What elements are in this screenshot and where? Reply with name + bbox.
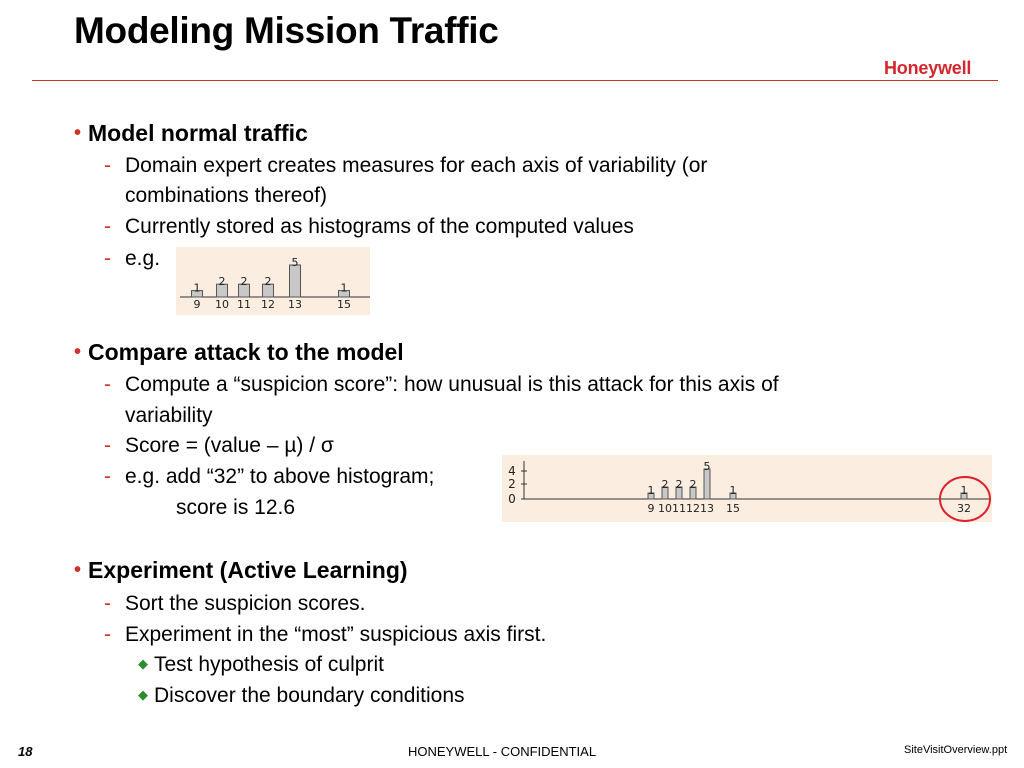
bin-label: 10 [658, 502, 672, 515]
histogram-with-attack [502, 455, 992, 522]
honeywell-logo: Honeywell [884, 58, 972, 78]
sub-bullet [104, 373, 779, 397]
file-name: SiteVisitOverview.ppt [904, 744, 1008, 756]
bullet-dot-icon: • [74, 122, 82, 144]
histogram-small-svg [176, 247, 370, 315]
bin-label: 9 [193, 298, 201, 311]
dash-icon: - [104, 434, 111, 457]
bar-count-label: 1 [960, 484, 968, 497]
bar-count-label: 1 [193, 281, 201, 295]
page-number: 18 [18, 744, 33, 759]
dash-icon: - [104, 154, 111, 177]
slide-title: Modeling Mission Traffic [74, 10, 499, 51]
sub-bullet [104, 623, 546, 647]
sub-sub-bullet-text: Discover the boundary conditions [154, 684, 465, 707]
bar-count-label: 2 [218, 275, 226, 289]
sub-sub-bullet [138, 653, 384, 677]
bin-label: 13 [288, 298, 302, 311]
bar-count-label: 2 [264, 275, 272, 289]
sub-sub-bullet [138, 684, 465, 708]
histogram-bar [704, 469, 710, 499]
histogram-normal-traffic [176, 247, 370, 315]
sub-bullet-text: Domain expert creates measures for each axis of variability (or [125, 154, 708, 177]
histogram-large-svg [502, 455, 992, 522]
sub-bullet [104, 434, 334, 458]
sub-bullet-text: Compute a “suspicion score”: how unusual is this attack for this axis of [125, 373, 779, 396]
sub-bullet-text: Score = (value – µ) / σ [125, 434, 334, 457]
sub-bullet [104, 592, 365, 616]
bin-label: 32 [957, 502, 971, 515]
bin-label: 9 [647, 502, 655, 515]
sub-bullet-text: e.g. add “32” to above histogram; [125, 465, 435, 488]
bar-count-label: 2 [661, 478, 669, 491]
bar-count-label: 1 [340, 281, 348, 295]
sub-bullet-continuation: score is 12.6 [176, 496, 296, 519]
histogram-bar [290, 265, 301, 297]
bin-label: 12 [686, 502, 700, 515]
diamond-bullet-icon: ◆ [138, 656, 148, 671]
bin-label: 13 [700, 502, 714, 515]
bin-label: 15 [726, 502, 740, 515]
bullet-compare-attack [74, 339, 404, 366]
bullet-heading: Compare attack to the model [88, 339, 404, 365]
dash-icon: - [104, 592, 111, 615]
bar-count-label: 2 [689, 478, 697, 491]
bin-label: 11 [237, 298, 251, 311]
bar-count-label: 1 [647, 484, 655, 497]
dash-icon: - [104, 623, 111, 646]
bin-label: 11 [672, 502, 686, 515]
dash-icon: - [104, 465, 111, 488]
bullet-dot-icon: • [74, 341, 82, 363]
sub-bullet-text: Currently stored as histograms of the computed values [125, 215, 634, 238]
dash-icon: - [104, 247, 111, 270]
sub-bullet-text: e.g. [125, 247, 161, 270]
y-tick-label: 4 [508, 464, 516, 478]
bin-label: 10 [215, 298, 229, 311]
sub-bullet-text: Experiment in the “most” suspicious axis first. [125, 623, 547, 646]
y-tick-label: 2 [508, 477, 516, 491]
sub-bullet [104, 247, 160, 271]
bullet-heading: Experiment (Active Learning) [88, 557, 408, 583]
bin-label: 15 [337, 298, 351, 311]
bar-count-label: 1 [729, 484, 737, 497]
bullet-heading: Model normal traffic [88, 120, 308, 146]
bin-label: 12 [261, 298, 275, 311]
sub-bullet [104, 154, 707, 178]
diamond-bullet-icon: ◆ [138, 687, 148, 702]
y-tick-label: 0 [508, 492, 516, 506]
sub-sub-bullet-text: Test hypothesis of culprit [154, 653, 384, 676]
dash-icon: - [104, 215, 111, 238]
confidential-label: HONEYWELL - CONFIDENTIAL [408, 744, 597, 759]
sub-bullet [104, 465, 434, 489]
sub-bullet-continuation: combinations thereof) [125, 184, 327, 207]
bullet-model-normal-traffic [74, 120, 308, 147]
bar-count-label: 5 [291, 256, 299, 269]
sub-bullet [104, 215, 634, 239]
bar-count-label: 2 [675, 478, 683, 491]
bar-count-label: 5 [703, 460, 711, 473]
bullet-dot-icon: • [74, 559, 82, 581]
sub-bullet-text: Sort the suspicion scores. [125, 592, 366, 615]
bullet-experiment [74, 557, 408, 584]
bar-count-label: 2 [240, 275, 248, 289]
sub-bullet-continuation: variability [125, 404, 213, 427]
dash-icon: - [104, 373, 111, 396]
title-divider [32, 80, 998, 81]
